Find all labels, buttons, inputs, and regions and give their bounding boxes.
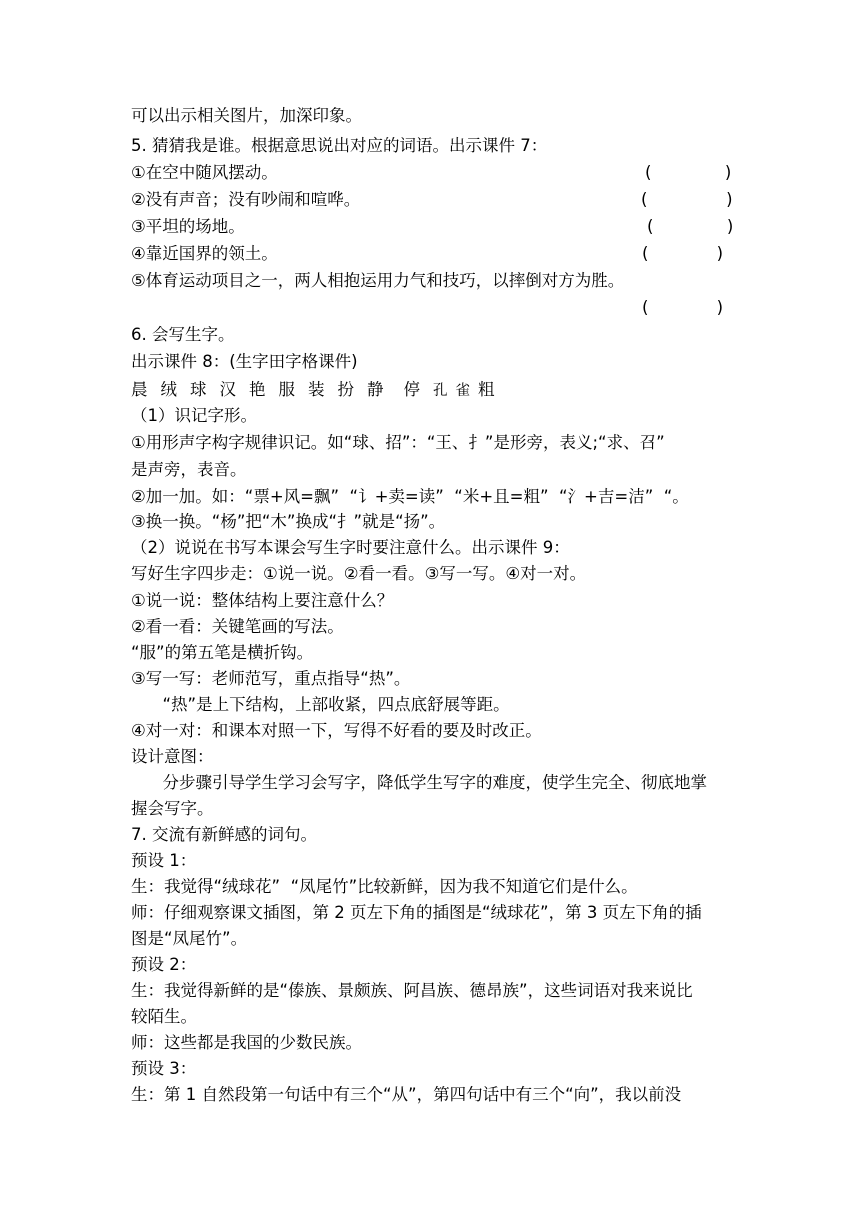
char: 艳	[249, 380, 266, 399]
text-line: 分步骤引导学生学习会写字，降低学生写字的难度，使学生完全、彻底地掌	[131, 773, 707, 792]
char: 雀	[455, 383, 470, 399]
char: 绒	[160, 380, 177, 399]
text-line: 出示课件 8：(生字田字格课件)	[131, 352, 358, 371]
text-line: 可以出示相关图片，加深印象。	[131, 106, 362, 125]
text-line: ③换一换。“杨”把“木”换成“扌”就是“扬”。	[131, 512, 446, 531]
text-line: 师：仔细观察课文插图，第 2 页左下角的插图是“绒球花”，第 3 页左下角的插	[131, 903, 702, 922]
text-line: ②看一看：关键笔画的写法。	[131, 617, 344, 636]
text-line: ④靠近国界的领土。	[131, 244, 278, 263]
text-line: （1）识记字形。	[131, 406, 257, 425]
text-line: ④对一对：和课本对照一下，写得不好看的要及时改正。	[131, 721, 542, 740]
text-line: 生：我觉得新鲜的是“傣族、景颇族、阿昌族、德昂族”，这些词语对我来说比	[131, 981, 693, 1000]
text-line: 5. 猜猜我是谁。根据意思说出对应的词语。出示课件 7：	[131, 136, 548, 155]
char: 停	[403, 380, 420, 399]
char: 粗	[478, 380, 495, 399]
answer-blank: ( )	[642, 298, 724, 317]
char: 静	[367, 380, 384, 399]
text-line: ③写一写：老师范写，重点指导“热”。	[131, 669, 411, 688]
text-line: 师：这些都是我国的少数民族。	[131, 1033, 362, 1052]
char: 球	[190, 380, 207, 399]
text-line: ②加一加。如：“票+风=飘” “讠+卖=读” “米+且=粗” “氵+吉=洁” “。	[131, 487, 689, 506]
character-list	[131, 377, 508, 403]
text-line: 预设 3：	[131, 1059, 197, 1078]
text-line: 图是“凤尾竹”。	[131, 929, 248, 948]
char: 装	[308, 380, 325, 399]
text-line: 预设 1：	[131, 851, 197, 870]
text-line: ②没有声音；没有吵闹和喧哗。	[131, 190, 361, 209]
answer-blank: ( )	[642, 244, 724, 263]
char: 汉	[219, 380, 236, 399]
text-line: 7. 交流有新鲜感的词句。	[131, 825, 317, 844]
text-line: 生：第 1 自然段第一句话中有三个“从”，第四句话中有三个“向”，我以前没	[131, 1085, 682, 1104]
text-line: 较陌生。	[131, 1007, 197, 1026]
text-line: 握会写字。	[131, 799, 214, 818]
text-line: ⑤体育运动项目之一，两人相抱运用力气和技巧，以摔倒对方为胜。	[131, 271, 625, 290]
text-line: 6. 会写生字。	[131, 325, 235, 344]
text-line: “热”是上下结构，上部收紧，四点底舒展等距。	[131, 695, 510, 714]
text-line: “服”的第五笔是横折钩。	[131, 643, 314, 662]
text-line: （2）说说在书写本课会写生字时要注意什么。出示课件 9：	[131, 538, 570, 557]
answer-blank: ( )	[641, 190, 733, 209]
answer-blank: ( )	[645, 163, 732, 182]
text-line: 生：我觉得“绒球花” “凤尾竹”比较新鲜，因为我不知道它们是什么。	[131, 877, 638, 896]
char: 晨	[131, 380, 148, 399]
text-line: ①在空中随风摆动。	[131, 163, 278, 182]
answer-blank: ( )	[647, 217, 734, 236]
text-line: ①说一说：整体结构上要注意什么？	[131, 591, 394, 610]
text-line: 预设 2：	[131, 955, 197, 974]
text-line: ③平坦的场地。	[131, 217, 245, 236]
text-line: 写好生字四步走：①说一说。②看一看。③写一写。④对一对。	[131, 564, 587, 583]
char: 扮	[337, 380, 354, 399]
text-line: 是声旁，表音。	[131, 460, 247, 479]
text-line: ①用形声字构字规律识记。如“球、招”：“王、扌”是形旁，表义;“求、召”	[131, 433, 665, 452]
char: 服	[278, 380, 295, 399]
text-line: 设计意图：	[131, 747, 214, 766]
char: 孔	[433, 383, 448, 399]
